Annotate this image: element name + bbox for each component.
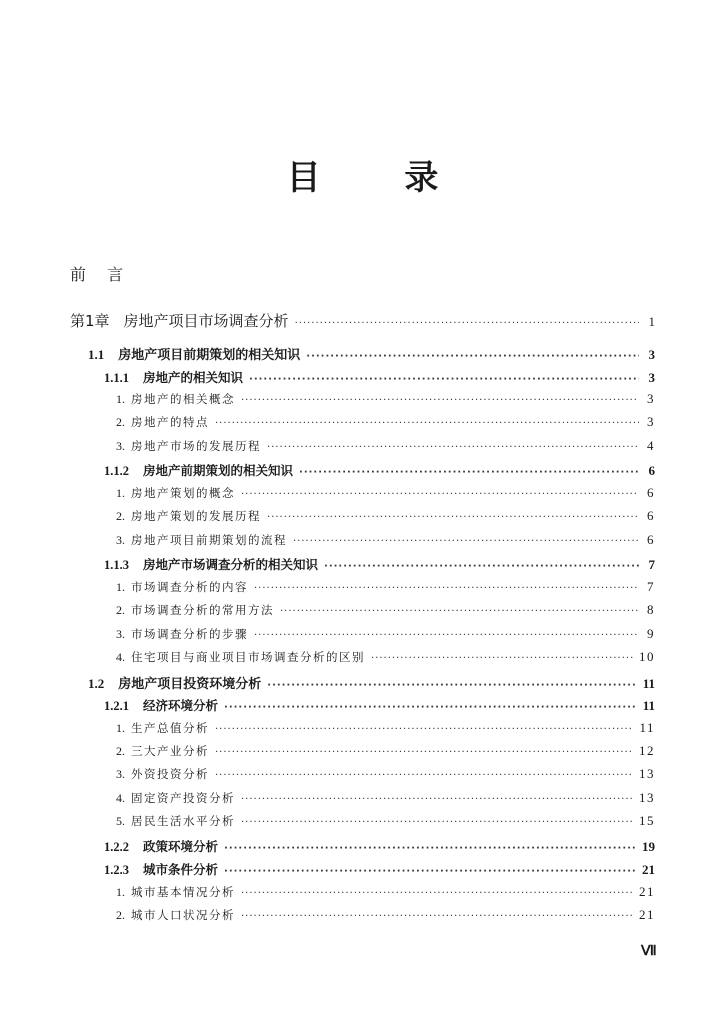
toc-entry-sec2[interactable]: [104, 696, 655, 714]
toc-entry-page: 13: [639, 790, 655, 805]
toc-entry-number: 1.2.1: [104, 699, 129, 713]
toc-entry-number: 2.: [116, 908, 125, 922]
toc-leader-dots: [241, 911, 633, 922]
toc-entry-item[interactable]: [116, 743, 655, 759]
toc-entry-item[interactable]: [116, 602, 655, 618]
toc-entry-number: 1.1.1: [104, 371, 129, 385]
toc-entry-number: 1.: [116, 392, 125, 406]
toc-entry-label: 房地产前期策划的相关知识: [143, 463, 294, 478]
toc-entry-label: 城市条件分析: [143, 862, 219, 877]
toc-entry-page: 9: [647, 626, 655, 641]
toc-entry-sec2[interactable]: [104, 837, 655, 855]
toc-entry-label: 房地产项目前期策划的流程: [131, 533, 287, 547]
toc-entry-item[interactable]: [116, 884, 655, 900]
toc-entry-number: 1.1.2: [104, 464, 129, 478]
toc-entry-item[interactable]: [116, 813, 655, 829]
toc-entry-page: 3: [648, 370, 655, 385]
page-number-footer: Ⅶ: [641, 942, 656, 958]
toc-leader-dots: [371, 653, 633, 664]
toc-entry-item[interactable]: [116, 790, 655, 806]
toc-entry-number: 2.: [116, 744, 125, 758]
toc-entry-sec2[interactable]: [104, 368, 655, 386]
toc-entry-label: 政策环境分析: [143, 839, 219, 854]
toc-entry-item[interactable]: [116, 720, 655, 736]
toc-entry-label: 房地产项目前期策划的相关知识: [118, 348, 301, 363]
toc-entry-label: 房地产策划的概念: [131, 486, 235, 500]
toc-entry-page: 21: [639, 907, 655, 922]
toc-entry-page: 21: [639, 884, 655, 899]
toc-leader-dots: [254, 583, 639, 594]
toc-leader-dots: [224, 702, 637, 713]
toc-entry-label: 三大产业分析: [131, 744, 209, 758]
toc-entry-number: 1.2.2: [104, 840, 129, 854]
toc-entry-label: 住宅项目与商业项目市场调查分析的区别: [131, 650, 365, 664]
toc-entry-label: 固定资产投资分析: [131, 791, 235, 805]
toc-leader-dots: [241, 395, 639, 406]
toc-entry-number: 1.: [116, 486, 125, 500]
toc-entry-page: 10: [639, 649, 655, 664]
toc-entry-item[interactable]: [116, 626, 655, 642]
toc-leader-dots: [293, 536, 639, 547]
toc-entry-page: 11: [642, 676, 655, 691]
toc-entry-number: 3.: [116, 533, 125, 547]
toc-entry-number: 1.2: [88, 676, 105, 691]
toc-entry-page: 11: [642, 698, 655, 713]
toc-entry-number: 1.: [116, 721, 125, 735]
toc-leader-dots: [299, 467, 639, 478]
toc-entry-page: 7: [647, 579, 655, 594]
toc-entry-number: 1.2.3: [104, 863, 129, 877]
toc-entry-page: 6: [647, 485, 655, 500]
page-title: [0, 150, 725, 199]
toc-entry-item[interactable]: [116, 649, 655, 665]
preface-entry[interactable]: 前 言: [70, 265, 132, 284]
toc-leader-dots: [215, 724, 633, 735]
toc-entry-item[interactable]: [116, 907, 655, 923]
toc-entry-chapter[interactable]: [70, 310, 655, 331]
toc-entry-label: 城市基本情况分析: [131, 885, 235, 899]
toc-leader-dots: [215, 418, 639, 429]
toc-entry-item[interactable]: [116, 508, 655, 524]
toc-entry-page: 3: [647, 414, 655, 429]
toc-entry-number: 1.1.3: [104, 558, 129, 572]
title-char-2: 录: [404, 158, 439, 198]
toc-leader-dots: [280, 606, 639, 617]
toc-entry-page: 6: [648, 463, 655, 478]
toc-leader-dots: [224, 866, 636, 877]
toc-entry-page: 4: [647, 438, 655, 453]
toc-entry-number: 3.: [116, 627, 125, 641]
toc-entry-item[interactable]: [116, 414, 655, 430]
toc-entry-label: 城市人口状况分析: [131, 908, 235, 922]
title-char-1: 目: [286, 158, 321, 198]
toc-entry-label: 外资投资分析: [131, 767, 209, 781]
toc-entry-item[interactable]: [116, 579, 655, 595]
toc-entry-label: 市场调查分析的常用方法: [131, 603, 274, 617]
toc-leader-dots: [224, 843, 636, 854]
toc-entry-page: 1: [648, 314, 655, 329]
toc-entry-page: 21: [642, 862, 655, 877]
toc-entry-label: 房地产市场的发展历程: [131, 439, 261, 453]
toc-entry-number: 1.1: [88, 347, 105, 362]
toc-entry-item[interactable]: [116, 391, 655, 407]
toc-entry-page: 6: [647, 532, 655, 547]
toc-leader-dots: [215, 747, 633, 758]
toc-entry-number: 2.: [116, 603, 125, 617]
toc-entry-label: 房地产项目投资环境分析: [118, 677, 262, 692]
toc-entry-label: 房地产的相关概念: [131, 392, 235, 406]
toc-entry-page: 7: [648, 557, 655, 572]
toc-entry-label: 生产总值分析: [131, 721, 209, 735]
toc-entry-label: 房地产市场调查分析的相关知识: [143, 557, 319, 572]
toc-entry-item[interactable]: [116, 485, 655, 501]
toc-entry-label: 市场调查分析的内容: [131, 580, 248, 594]
toc-entry-sec1[interactable]: [88, 673, 655, 692]
toc-leader-dots: [295, 318, 639, 329]
toc-entry-sec1[interactable]: [88, 344, 655, 363]
toc-entry-page: 11: [639, 720, 655, 735]
toc-entry-sec2[interactable]: [104, 461, 655, 479]
toc-entry-number: 4.: [116, 791, 125, 805]
toc-leader-dots: [249, 374, 639, 385]
toc-entry-page: 8: [647, 602, 655, 617]
toc-entry-number: 3.: [116, 767, 125, 781]
toc-entry-label: 市场调查分析的步骤: [131, 627, 248, 641]
toc-entry-page: 13: [639, 766, 655, 781]
toc-entry-number: 2.: [116, 415, 125, 429]
toc-entry-sec2[interactable]: [104, 860, 655, 878]
toc-entry-label: 房地产的特点: [131, 415, 209, 429]
toc-entry-label: 经济环境分析: [143, 698, 219, 713]
toc-entry-page: 19: [642, 839, 655, 854]
toc-leader-dots: [241, 817, 633, 828]
toc-entry-label: 房地产项目市场调查分析: [123, 312, 289, 330]
toc-entry-label: 房地产策划的发展历程: [131, 509, 261, 523]
toc-leader-dots: [241, 794, 633, 805]
toc-leader-dots: [241, 888, 633, 899]
toc-entry-page: 12: [639, 743, 655, 758]
toc-entry-number: 5.: [116, 814, 125, 828]
toc-entry-label: 房地产的相关知识: [143, 370, 244, 385]
toc-entry-page: 3: [647, 391, 655, 406]
toc-entry-sec2[interactable]: [104, 555, 655, 573]
toc-entry-item[interactable]: [116, 438, 655, 454]
toc-entry-item[interactable]: [116, 532, 655, 548]
toc-entry-number: 3.: [116, 439, 125, 453]
toc-leader-dots: [254, 630, 639, 641]
toc-leader-dots: [267, 512, 639, 523]
toc-entry-number: 1.: [116, 885, 125, 899]
toc-leader-dots: [267, 442, 639, 453]
toc-leader-dots: [215, 770, 633, 781]
toc-entry-number: 第1章: [70, 312, 110, 330]
toc-entry-label: 居民生活水平分析: [131, 814, 235, 828]
toc-entry-page: 15: [639, 813, 655, 828]
toc-leader-dots: [267, 680, 636, 691]
toc-entry-page: 6: [647, 508, 655, 523]
toc-leader-dots: [324, 561, 639, 572]
toc-entry-number: 4.: [116, 650, 125, 664]
toc-entry-number: 1.: [116, 580, 125, 594]
toc-entry-number: 2.: [116, 509, 125, 523]
toc-leader-dots: [241, 489, 639, 500]
toc-leader-dots: [306, 351, 639, 362]
toc-entry-page: 3: [648, 347, 655, 362]
toc-entry-item[interactable]: [116, 766, 655, 782]
